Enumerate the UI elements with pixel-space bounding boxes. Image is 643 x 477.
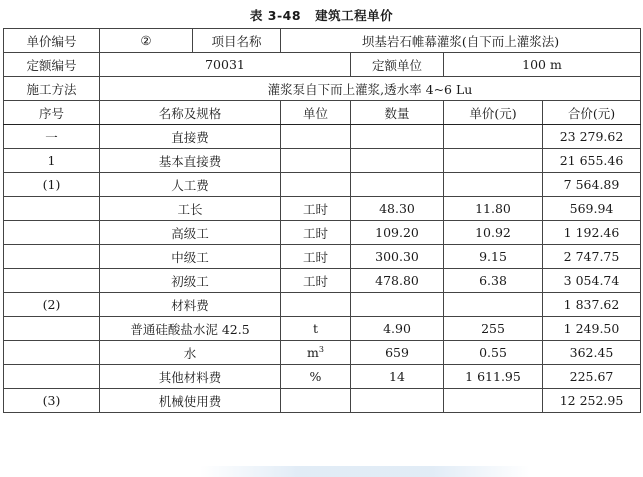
value-quota-code: 70031 [100, 53, 351, 77]
cell-price: 11.80 [444, 197, 543, 221]
table-row [4, 173, 641, 197]
label-quota-unit: 定额单位 [351, 53, 444, 77]
value-method: 灌浆泵自下而上灌浆,透水率 4~6 Lu [100, 77, 641, 101]
cell-name: 工长 [100, 197, 281, 221]
cell-qty [351, 389, 444, 413]
cell-seq: 一 [4, 125, 100, 149]
cell-unit [281, 341, 351, 365]
cell-price [444, 293, 543, 317]
cell-price: 0.55 [444, 341, 543, 365]
table-number: 表 3-48 [249, 8, 302, 23]
cell-name: 机械使用费 [100, 389, 281, 413]
cell-seq [4, 365, 100, 389]
cell-total: 2 747.75 [543, 245, 641, 269]
cell-unit: 工时 [281, 221, 351, 245]
label-method: 施工方法 [4, 77, 100, 101]
cell-unit [281, 149, 351, 173]
cell-qty: 300.30 [351, 245, 444, 269]
cell-qty [351, 293, 444, 317]
label-quota-code: 定额编号 [4, 53, 100, 77]
cell-name: 初级工 [100, 269, 281, 293]
column-header-row [4, 101, 641, 125]
cell-price [444, 389, 543, 413]
header-total: 合价(元) [543, 101, 641, 125]
cell-unit: % [281, 365, 351, 389]
cell-qty [351, 149, 444, 173]
table-row [4, 221, 641, 245]
unit-price-table [3, 28, 641, 413]
cell-total: 362.45 [543, 341, 641, 365]
header-price: 单价(元) [444, 101, 543, 125]
cell-unit [281, 389, 351, 413]
cell-qty [351, 125, 444, 149]
cell-seq [4, 245, 100, 269]
table-row [4, 293, 641, 317]
cell-seq [4, 341, 100, 365]
cell-qty: 109.20 [351, 221, 444, 245]
table-row [4, 149, 641, 173]
cell-price: 6.38 [444, 269, 543, 293]
info-row-quota [4, 53, 641, 77]
cell-unit: 工时 [281, 197, 351, 221]
cell-name: 基本直接费 [100, 149, 281, 173]
cell-total: 7 564.89 [543, 173, 641, 197]
cell-seq: (1) [4, 173, 100, 197]
cell-total: 569.94 [543, 197, 641, 221]
cell-total: 1 249.50 [543, 317, 641, 341]
cell-total: 225.67 [543, 365, 641, 389]
info-row-code [4, 29, 641, 53]
cell-seq [4, 197, 100, 221]
cell-price: 9.15 [444, 245, 543, 269]
cell-seq [4, 317, 100, 341]
header-seq: 序号 [4, 101, 100, 125]
value-unit-code: ② [100, 29, 193, 53]
cell-seq: (2) [4, 293, 100, 317]
cell-price [444, 173, 543, 197]
cell-qty: 4.90 [351, 317, 444, 341]
cell-seq: (3) [4, 389, 100, 413]
cell-name: 材料费 [100, 293, 281, 317]
table-title-text: 建筑工程单价 [315, 8, 394, 23]
label-project-name: 项目名称 [193, 29, 281, 53]
cell-name: 中级工 [100, 245, 281, 269]
value-project-name: 坝基岩石帷幕灌浆(自下而上灌浆法) [281, 29, 641, 53]
cell-unit [281, 125, 351, 149]
cell-price: 255 [444, 317, 543, 341]
cell-price [444, 125, 543, 149]
cell-total: 12 252.95 [543, 389, 641, 413]
table-row [4, 317, 641, 341]
cell-total: 3 054.74 [543, 269, 641, 293]
table-row [4, 197, 641, 221]
cell-qty: 478.80 [351, 269, 444, 293]
cell-unit: 工时 [281, 245, 351, 269]
cell-seq [4, 269, 100, 293]
cell-price: 1 611.95 [444, 365, 543, 389]
header-qty: 数量 [351, 101, 444, 125]
cell-seq [4, 221, 100, 245]
cell-qty [351, 173, 444, 197]
table-title [0, 6, 643, 24]
table-row [4, 341, 641, 365]
cell-name: 高级工 [100, 221, 281, 245]
cell-qty: 48.30 [351, 197, 444, 221]
header-unit: 单位 [281, 101, 351, 125]
cell-unit: 工时 [281, 269, 351, 293]
value-quota-unit: 100 m [444, 53, 641, 77]
cell-unit [281, 173, 351, 197]
cell-unit: t [281, 317, 351, 341]
cell-total: 1 192.46 [543, 221, 641, 245]
cell-name: 其他材料费 [100, 365, 281, 389]
cell-total: 23 279.62 [543, 125, 641, 149]
table-row [4, 245, 641, 269]
cell-unit [281, 293, 351, 317]
unit-text: m [307, 345, 319, 361]
label-unit-code: 单价编号 [4, 29, 100, 53]
cell-qty: 659 [351, 341, 444, 365]
cell-price [444, 149, 543, 173]
table-row [4, 269, 641, 293]
watermark-strip [200, 466, 530, 477]
cell-name: 普通硅酸盐水泥 42.5 [100, 317, 281, 341]
header-name: 名称及规格 [100, 101, 281, 125]
table-row [4, 365, 641, 389]
cell-name: 直接费 [100, 125, 281, 149]
cell-name: 人工费 [100, 173, 281, 197]
cell-name: 水 [100, 341, 281, 365]
cell-total: 21 655.46 [543, 149, 641, 173]
table-row [4, 125, 641, 149]
cell-seq: 1 [4, 149, 100, 173]
cell-price: 10.92 [444, 221, 543, 245]
cell-qty: 14 [351, 365, 444, 389]
unit-superscript: 3 [318, 344, 324, 354]
table-row [4, 389, 641, 413]
info-row-method [4, 77, 641, 101]
cell-total: 1 837.62 [543, 293, 641, 317]
